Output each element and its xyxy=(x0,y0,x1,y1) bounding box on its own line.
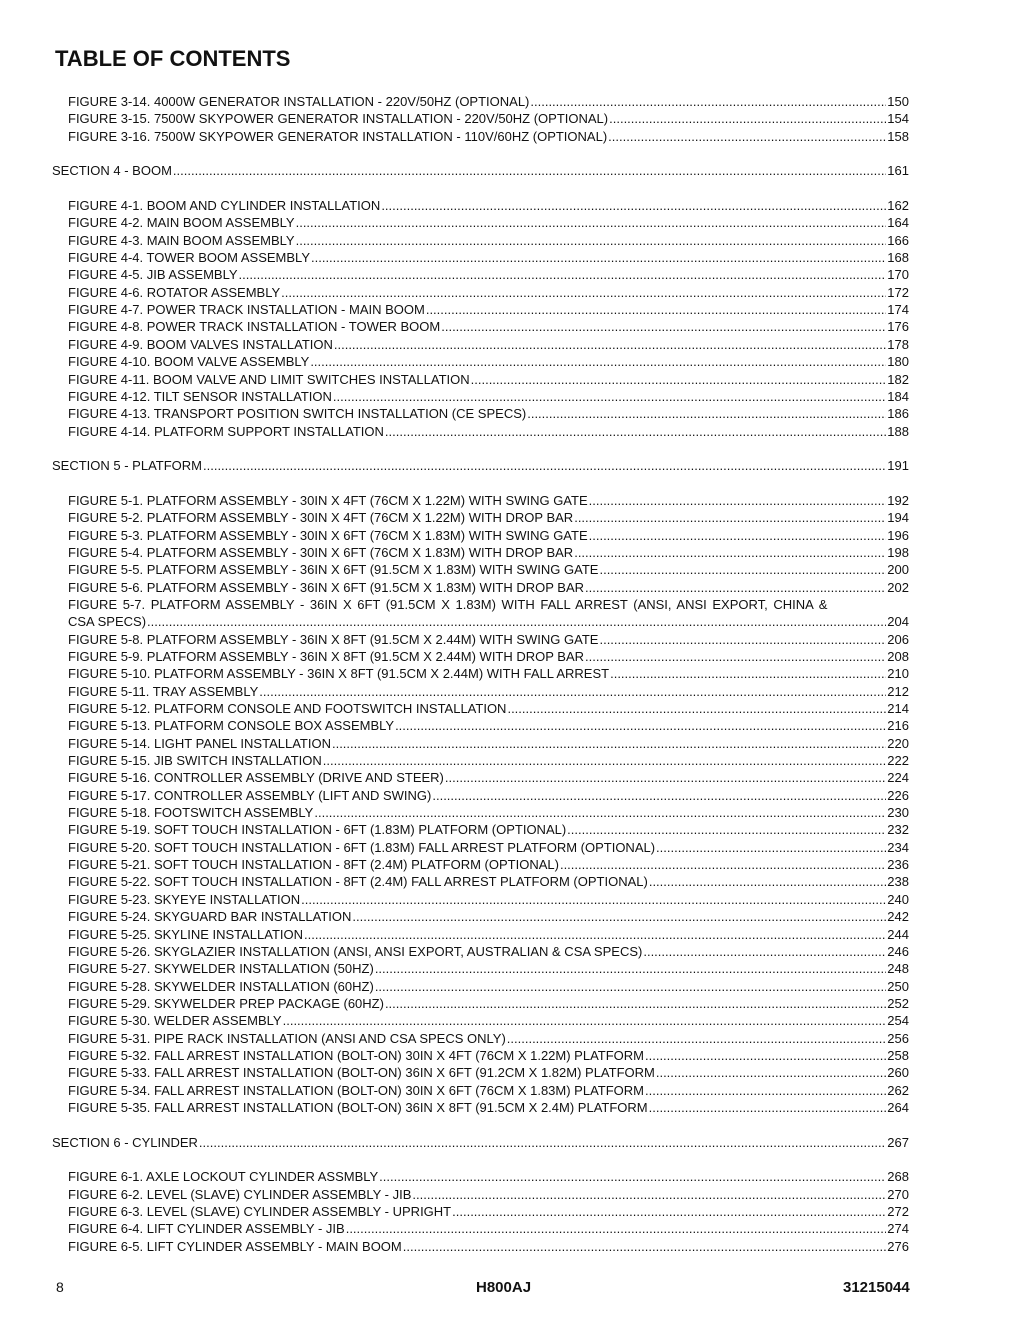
toc-leader-dots xyxy=(471,371,887,388)
toc-leader-dots xyxy=(445,769,886,786)
toc-entry-label: FIGURE 5-19. SOFT TOUCH INSTALLATION - 6FT (1.83M) PLATFORM (OPTIONAL) xyxy=(68,822,567,838)
toc-entry[interactable] xyxy=(52,960,909,977)
toc-entry-label: FIGURE 5-17. CONTROLLER ASSEMBLY (LIFT AND SWING) xyxy=(68,787,432,803)
toc-page-number: 250 xyxy=(887,978,909,994)
toc-entry[interactable] xyxy=(52,1186,909,1203)
toc-leader-dots xyxy=(599,561,886,578)
toc-page-number: 164 xyxy=(887,215,909,231)
toc-entry[interactable] xyxy=(52,1012,909,1029)
toc-page-number: 258 xyxy=(887,1047,909,1063)
toc-entry-label: FIGURE 4-9. BOOM VALVES INSTALLATION xyxy=(68,336,333,352)
toc-page-number: 184 xyxy=(887,388,909,404)
toc-leader-dots xyxy=(527,405,886,422)
toc-page-number: 256 xyxy=(887,1030,909,1046)
toc-entry[interactable] xyxy=(52,908,909,925)
toc-entry-label: FIGURE 6-1. AXLE LOCKOUT CYLINDER ASSMBLY xyxy=(68,1169,379,1185)
toc-page-number: 150 xyxy=(887,94,909,109)
toc-page-number: 178 xyxy=(887,336,909,352)
toc-leader-dots xyxy=(375,960,886,977)
toc-page-number: 272 xyxy=(887,1204,909,1219)
toc-entry[interactable] xyxy=(52,579,909,596)
toc-entry-label: FIGURE 4-6. ROTATOR ASSEMBLY xyxy=(68,284,281,300)
toc-entry-label: FIGURE 5-5. PLATFORM ASSEMBLY - 36IN X 6FT (91.5CM X 1.83M) WITH SWING GATE xyxy=(68,562,599,578)
toc-page-number: 191 xyxy=(887,458,909,474)
toc-leader-dots xyxy=(346,1220,887,1237)
toc-entry-label: FIGURE 5-35. FALL ARREST INSTALLATION (BOLT-ON) 36IN X 8FT (91.5CM X 2.4M) PLATFORM xyxy=(68,1099,648,1115)
toc-leader-dots xyxy=(432,787,886,804)
toc-page-number: 202 xyxy=(887,579,909,595)
toc-page-number: 260 xyxy=(887,1065,909,1081)
toc-page-number: 216 xyxy=(887,718,909,734)
toc-entry[interactable] xyxy=(52,197,909,214)
toc-leader-dots xyxy=(412,1186,886,1203)
toc-page-number: 206 xyxy=(887,631,909,647)
toc-leader-dots xyxy=(609,110,886,127)
toc-entry-label: FIGURE 4-11. BOOM VALVE AND LIMIT SWITCHES INSTALLATION xyxy=(68,371,470,387)
toc-leader-dots xyxy=(452,1203,886,1220)
toc-entry[interactable] xyxy=(52,249,909,266)
toc-page-number: 198 xyxy=(887,544,909,560)
toc-page-number: 248 xyxy=(887,961,909,977)
toc-leader-dots xyxy=(304,926,886,943)
toc-entry[interactable] xyxy=(52,787,909,804)
toc-leader-dots xyxy=(403,1238,887,1255)
toc-leader-dots xyxy=(199,1134,886,1151)
toc-entry-label: FIGURE 4-14. PLATFORM SUPPORT INSTALLATION xyxy=(68,423,384,439)
toc-entry-label: FIGURE 5-27. SKYWELDER INSTALLATION (50HZ) xyxy=(68,961,374,977)
toc-page-number: 262 xyxy=(887,1082,909,1098)
toc-leader-dots xyxy=(589,527,887,544)
toc-entry[interactable] xyxy=(52,509,909,526)
toc-entry-label: FIGURE 5-30. WELDER ASSEMBLY xyxy=(68,1013,282,1029)
toc-entry-label: FIGURE 5-25. SKYLINE INSTALLATION xyxy=(68,926,304,942)
toc-entry-label: FIGURE 4-13. TRANSPORT POSITION SWITCH INSTALLATION (CE SPECS) xyxy=(68,406,527,422)
toc-page-number: 252 xyxy=(887,995,909,1011)
toc-page-number: 192 xyxy=(887,492,909,508)
toc-section-4[interactable] xyxy=(52,162,909,179)
toc-leader-dots xyxy=(645,1047,886,1064)
toc-leader-dots xyxy=(259,683,886,700)
toc-leader-dots xyxy=(567,821,886,838)
toc-entry-label: FIGURE 5-29. SKYWELDER PREP PACKAGE (60HZ) xyxy=(68,995,384,1011)
toc-leader-dots xyxy=(385,995,886,1012)
toc-entry-label: FIGURE 4-8. POWER TRACK INSTALLATION - TOWER BOOM xyxy=(68,319,441,335)
toc-entry-label: FIGURE 5-9. PLATFORM ASSEMBLY - 36IN X 8FT (91.5CM X 2.44M) WITH DROP BAR xyxy=(68,649,585,664)
toc-entry[interactable] xyxy=(52,318,909,335)
toc-section-label: SECTION 5 - PLATFORM xyxy=(52,458,202,474)
toc-entry[interactable] xyxy=(52,856,909,873)
toc-entry[interactable] xyxy=(52,1238,909,1255)
toc-leader-dots xyxy=(649,1099,887,1116)
toc-leader-dots xyxy=(239,266,887,283)
toc-entry[interactable] xyxy=(52,353,909,370)
toc-entry[interactable] xyxy=(52,891,909,908)
toc-section-5[interactable] xyxy=(52,457,909,474)
toc-leader-dots xyxy=(311,249,886,266)
toc-entry-label: FIGURE 5-16. CONTROLLER ASSEMBLY (DRIVE AND STEER) xyxy=(68,770,444,786)
toc-entry-label: FIGURE 5-21. SOFT TOUCH INSTALLATION - 8FT (2.4M) PLATFORM (OPTIONAL) xyxy=(68,857,559,873)
toc-leader-dots xyxy=(381,197,886,214)
page-title: TABLE OF CONTENTS xyxy=(55,46,291,71)
toc-entry-label: FIGURE 5-4. PLATFORM ASSEMBLY - 30IN X 6FT (76CM X 1.83M) WITH DROP BAR xyxy=(68,544,574,560)
toc-entry[interactable] xyxy=(52,631,909,648)
toc-entry[interactable] xyxy=(52,978,909,995)
toc-entry-label: FIGURE 5-23. SKYEYE INSTALLATION xyxy=(68,891,301,907)
toc-entry[interactable] xyxy=(52,1082,909,1099)
toc-entry[interactable] xyxy=(52,995,909,1012)
toc-entry[interactable] xyxy=(52,769,909,786)
toc-leader-dots xyxy=(574,509,886,526)
toc-entry[interactable] xyxy=(52,1047,909,1064)
toc-section-label: SECTION 4 - BOOM xyxy=(52,163,172,179)
toc-page-number: 236 xyxy=(887,857,909,873)
toc-entry[interactable] xyxy=(52,648,909,665)
toc-entry-multiline[interactable] xyxy=(52,596,909,631)
toc-leader-dots xyxy=(333,388,886,405)
toc-entry-label: FIGURE 3-14. 4000W GENERATOR INSTALLATION - 220V/50HZ (OPTIONAL) xyxy=(68,94,530,109)
toc-page-number: 174 xyxy=(887,302,909,318)
toc-entry[interactable] xyxy=(52,284,909,301)
toc-entry[interactable] xyxy=(52,232,909,249)
toc-entry-label: FIGURE 5-2. PLATFORM ASSEMBLY - 30IN X 4FT (76CM X 1.22M) WITH DROP BAR xyxy=(68,510,574,526)
toc-page-number: 224 xyxy=(887,770,909,786)
toc-leader-dots xyxy=(296,232,887,249)
toc-leader-dots xyxy=(334,336,886,353)
toc-leader-dots xyxy=(643,943,886,960)
toc-page-number: 246 xyxy=(887,943,909,959)
toc-entry[interactable] xyxy=(52,110,909,127)
toc-leader-dots xyxy=(281,284,886,301)
toc-entry[interactable] xyxy=(52,735,909,752)
toc-entry-label: FIGURE 5-34. FALL ARREST INSTALLATION (BOLT-ON) 30IN X 6FT (76CM X 1.83M) PLATFORM xyxy=(68,1082,644,1098)
toc-entry[interactable] xyxy=(52,561,909,578)
toc-page-number: 212 xyxy=(887,683,909,699)
toc-entry-label: FIGURE 4-7. POWER TRACK INSTALLATION - MAIN BOOM xyxy=(68,302,425,318)
toc-leader-dots xyxy=(645,1082,886,1099)
toc-page-number: 204 xyxy=(887,614,909,630)
toc-page-number: 274 xyxy=(887,1221,909,1237)
toc-leader-dots xyxy=(507,1030,887,1047)
toc-leader-dots xyxy=(323,752,887,769)
toc-entry[interactable] xyxy=(52,717,909,734)
toc-page-number: 172 xyxy=(887,284,909,300)
toc-leader-dots xyxy=(385,423,886,440)
toc-page-number: 268 xyxy=(887,1169,909,1185)
toc-page-number: 254 xyxy=(887,1013,909,1029)
toc-entry[interactable] xyxy=(52,214,909,231)
toc-entry[interactable] xyxy=(52,700,909,717)
toc-entry[interactable] xyxy=(52,683,909,700)
toc-leader-dots xyxy=(173,162,886,179)
toc-entry[interactable] xyxy=(52,1168,909,1185)
toc-entry-label: FIGURE 4-10. BOOM VALVE ASSEMBLY xyxy=(68,354,310,370)
toc-page-number: 176 xyxy=(887,319,909,335)
toc-page-number: 158 xyxy=(887,128,909,144)
toc-entry[interactable] xyxy=(52,1220,909,1237)
footer-page-number: 8 xyxy=(56,1279,64,1295)
toc-leader-dots xyxy=(589,492,887,509)
toc-entry[interactable] xyxy=(52,1099,909,1116)
toc-page-number: 180 xyxy=(887,354,909,370)
toc-leader-dots xyxy=(610,665,886,682)
toc-leader-dots xyxy=(395,717,886,734)
toc-page-number: 194 xyxy=(887,510,909,526)
toc-entry-label: FIGURE 5-22. SOFT TOUCH INSTALLATION - 8FT (2.4M) FALL ARREST PLATFORM (OPTIONAL) xyxy=(68,874,648,890)
toc-page-number: 264 xyxy=(887,1099,909,1115)
toc-leader-dots xyxy=(656,1064,886,1081)
toc-leader-dots xyxy=(426,301,886,318)
toc-page-number: 162 xyxy=(887,198,909,214)
toc-leader-dots xyxy=(314,804,886,821)
toc-entry[interactable] xyxy=(52,1030,909,1047)
toc-leader-dots xyxy=(441,318,886,335)
toc-entry-label: FIGURE 4-5. JIB ASSEMBLY xyxy=(68,267,238,283)
toc-entry[interactable] xyxy=(52,336,909,353)
toc-entry[interactable] xyxy=(52,423,909,440)
toc-page-number: 230 xyxy=(887,805,909,821)
toc-entry-label: FIGURE 5-26. SKYGLAZIER INSTALLATION (ANSI, ANSI EXPORT, AUSTRALIAN & CSA SPECS) xyxy=(68,943,643,959)
toc-page-number: 188 xyxy=(887,423,909,439)
toc-entry[interactable] xyxy=(52,544,909,561)
toc-entry[interactable] xyxy=(52,93,909,110)
toc-page-number: 238 xyxy=(887,874,909,890)
toc-entry-label: FIGURE 5-10. PLATFORM ASSEMBLY - 36IN X 8FT (91.5CM X 2.44M) WITH FALL ARREST xyxy=(68,666,610,682)
toc-entry-label: FIGURE 5-18. FOOTSWITCH ASSEMBLY xyxy=(68,805,314,821)
toc-entry-label: FIGURE 5-24. SKYGUARD BAR INSTALLATION xyxy=(68,909,352,925)
toc-leader-dots xyxy=(585,648,886,665)
toc-leader-dots xyxy=(599,631,886,648)
toc-entry-label-line1: FIGURE 5-7. PLATFORM ASSEMBLY - 36IN X 6FT (91.5CM X 1.83M) WITH FALL ARREST (ANSI, ANSI EXPORT, CHINA & xyxy=(68,596,828,612)
toc-section-6[interactable] xyxy=(52,1134,909,1151)
toc-entry[interactable] xyxy=(52,926,909,943)
toc-page-number: 234 xyxy=(887,839,909,855)
toc-entry-label: FIGURE 6-3. LEVEL (SLAVE) CYLINDER ASSEMBLY - UPRIGHT xyxy=(68,1204,452,1219)
toc-leader-dots xyxy=(560,856,886,873)
toc-entry-label: FIGURE 5-3. PLATFORM ASSEMBLY - 30IN X 6FT (76CM X 1.83M) WITH SWING GATE xyxy=(68,527,588,543)
toc-entry-label: FIGURE 4-2. MAIN BOOM ASSEMBLY xyxy=(68,215,295,231)
toc-entry-label: FIGURE 5-33. FALL ARREST INSTALLATION (BOLT-ON) 36IN X 6FT (91.2CM X 1.82M) PLATFORM xyxy=(68,1065,655,1081)
toc-entry[interactable] xyxy=(52,128,909,145)
toc-entry-label: FIGURE 5-31. PIPE RACK INSTALLATION (ANSI AND CSA SPECS ONLY) xyxy=(68,1030,506,1046)
toc-page-number: 161 xyxy=(887,163,909,179)
toc-section-label: SECTION 6 - CYLINDER xyxy=(52,1134,198,1150)
toc-entry[interactable] xyxy=(52,873,909,890)
toc-leader-dots xyxy=(332,735,886,752)
toc-entry-label: FIGURE 5-8. PLATFORM ASSEMBLY - 36IN X 8FT (91.5CM X 2.44M) WITH SWING GATE xyxy=(68,631,599,647)
toc-page-number: 214 xyxy=(887,701,909,717)
toc-entry-label: FIGURE 5-12. PLATFORM CONSOLE AND FOOTSWITCH INSTALLATION xyxy=(68,701,507,717)
toc-leader-dots xyxy=(379,1168,886,1185)
toc-entry[interactable] xyxy=(52,527,909,544)
toc-page-number: 276 xyxy=(887,1238,909,1254)
toc-entry[interactable] xyxy=(52,804,909,821)
toc-page-number: 200 xyxy=(887,562,909,578)
toc-entry-label: FIGURE 3-16. 7500W SKYPOWER GENERATOR INSTALLATION - 110V/60HZ (OPTIONAL) xyxy=(68,128,608,144)
toc-page-number: 220 xyxy=(887,735,909,751)
toc-leader-dots xyxy=(375,978,886,995)
toc-entry-label: FIGURE 5-20. SOFT TOUCH INSTALLATION - 6FT (1.83M) FALL ARREST PLATFORM (OPTIONAL) xyxy=(68,839,656,855)
toc-page-number: 196 xyxy=(887,527,909,543)
toc-entry[interactable] xyxy=(52,665,909,682)
toc-leader-dots xyxy=(656,839,886,856)
toc-page-number: 226 xyxy=(887,787,909,803)
toc-leader-dots xyxy=(301,891,886,908)
toc-entry-label: FIGURE 5-32. FALL ARREST INSTALLATION (BOLT-ON) 30IN X 4FT (76CM X 1.22M) PLATFORM xyxy=(68,1047,644,1063)
toc-entry[interactable] xyxy=(52,1203,909,1220)
toc-entry-label: FIGURE 4-3. MAIN BOOM ASSEMBLY xyxy=(68,232,295,248)
table-of-contents xyxy=(52,93,909,1255)
toc-entry-label: FIGURE 6-2. LEVEL (SLAVE) CYLINDER ASSEMBLY - JIB xyxy=(68,1186,412,1202)
toc-page-number: 210 xyxy=(887,666,909,682)
toc-page-number: 267 xyxy=(887,1134,909,1150)
toc-entry[interactable] xyxy=(52,371,909,388)
toc-leader-dots xyxy=(203,457,886,474)
toc-entry[interactable] xyxy=(52,405,909,422)
toc-entry-label: FIGURE 4-4. TOWER BOOM ASSEMBLY xyxy=(68,250,310,266)
toc-entry-label: FIGURE 5-11. TRAY ASSEMBLY xyxy=(68,683,259,699)
toc-entry[interactable] xyxy=(52,266,909,283)
toc-page-number: 232 xyxy=(887,822,909,838)
toc-leader-dots xyxy=(507,700,886,717)
toc-entry-label: FIGURE 3-15. 7500W SKYPOWER GENERATOR INSTALLATION - 220V/50HZ (OPTIONAL) xyxy=(68,111,609,127)
toc-leader-dots xyxy=(283,1012,887,1029)
toc-entry[interactable] xyxy=(52,752,909,769)
toc-leader-dots xyxy=(530,93,886,110)
toc-page-number: 244 xyxy=(887,926,909,942)
toc-entry-label: FIGURE 6-4. LIFT CYLINDER ASSEMBLY - JIB xyxy=(68,1221,345,1237)
toc-page-number: 240 xyxy=(887,891,909,907)
toc-entry[interactable] xyxy=(52,301,909,318)
toc-entry[interactable] xyxy=(52,492,909,509)
toc-page-number: 208 xyxy=(887,649,909,664)
footer-doc-number: 31215044 xyxy=(843,1279,910,1296)
toc-leader-dots xyxy=(585,579,886,596)
toc-entry[interactable] xyxy=(52,839,909,856)
footer-model: H800AJ xyxy=(476,1279,532,1296)
toc-entry[interactable] xyxy=(52,821,909,838)
toc-page-number: 242 xyxy=(887,909,909,925)
toc-page-number: 186 xyxy=(887,406,909,422)
toc-entry-label: FIGURE 5-1. PLATFORM ASSEMBLY - 30IN X 4FT (76CM X 1.22M) WITH SWING GATE xyxy=(68,492,588,508)
toc-page-number: 182 xyxy=(887,371,909,387)
toc-page-number: 154 xyxy=(887,111,909,127)
toc-page-number: 166 xyxy=(887,232,909,248)
toc-leader-dots xyxy=(649,873,886,890)
toc-entry[interactable] xyxy=(52,943,909,960)
toc-entry-label: FIGURE 5-14. LIGHT PANEL INSTALLATION xyxy=(68,735,331,751)
toc-entry-label: FIGURE 5-6. PLATFORM ASSEMBLY - 36IN X 6FT (91.5CM X 1.83M) WITH DROP BAR xyxy=(68,579,585,595)
toc-entry[interactable] xyxy=(52,1064,909,1081)
toc-entry-label: FIGURE 5-28. SKYWELDER INSTALLATION (60HZ) xyxy=(68,978,374,994)
toc-page-number: 270 xyxy=(887,1186,909,1202)
toc-entry-label: FIGURE 4-1. BOOM AND CYLINDER INSTALLATION xyxy=(68,198,381,214)
toc-leader-dots xyxy=(147,613,886,630)
toc-entry-label: FIGURE 4-12. TILT SENSOR INSTALLATION xyxy=(68,388,332,404)
toc-entry-label-line2: CSA SPECS) xyxy=(68,614,147,630)
toc-entry-label: FIGURE 5-13. PLATFORM CONSOLE BOX ASSEMBLY xyxy=(68,718,395,734)
toc-entry-label: FIGURE 5-15. JIB SWITCH INSTALLATION xyxy=(68,753,322,769)
toc-leader-dots xyxy=(574,544,886,561)
toc-leader-dots xyxy=(296,214,887,231)
toc-page-number: 170 xyxy=(887,267,909,283)
toc-page-number: 222 xyxy=(887,753,909,769)
toc-leader-dots xyxy=(310,353,886,370)
toc-entry-label: FIGURE 6-5. LIFT CYLINDER ASSEMBLY - MAIN BOOM xyxy=(68,1238,402,1254)
toc-page-number: 168 xyxy=(887,250,909,266)
toc-leader-dots xyxy=(352,908,886,925)
toc-leader-dots xyxy=(608,128,886,145)
toc-entry[interactable] xyxy=(52,388,909,405)
toc-entry-line2 xyxy=(52,613,909,630)
